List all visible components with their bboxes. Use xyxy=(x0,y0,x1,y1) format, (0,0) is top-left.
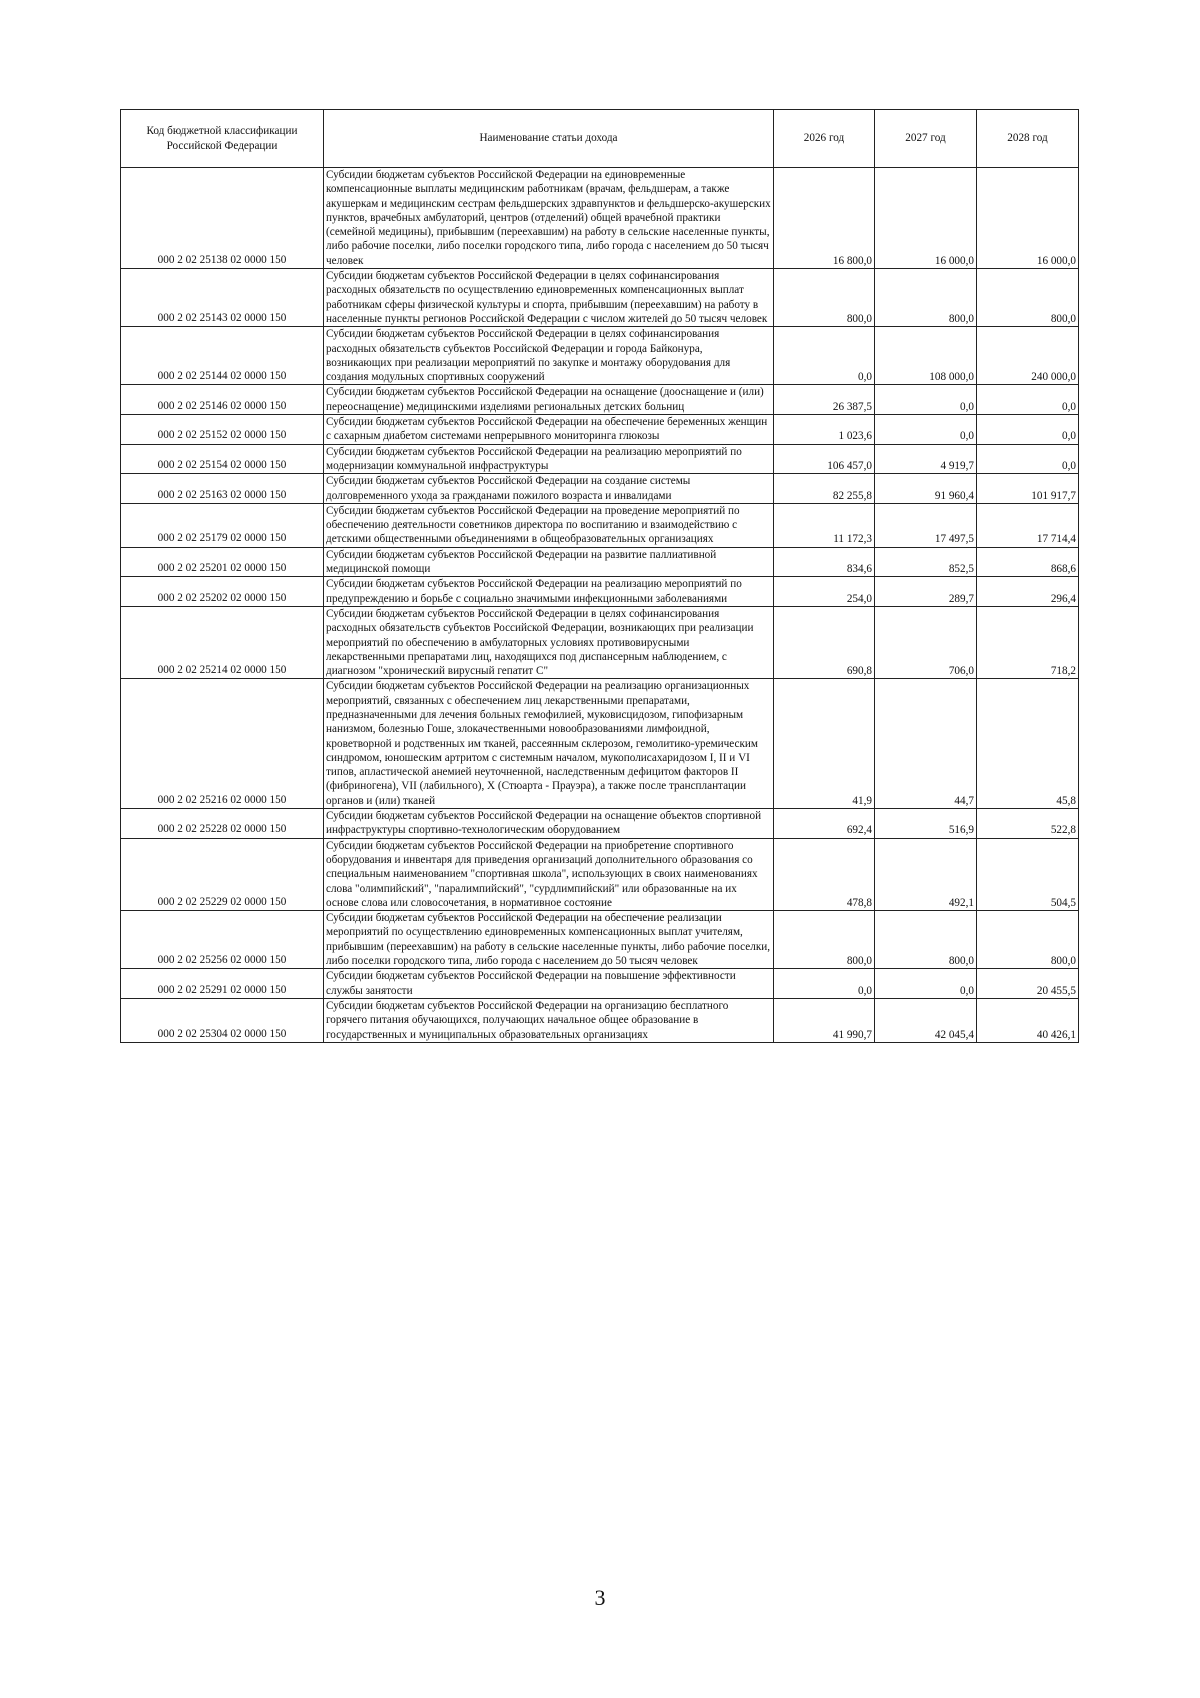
row-2027-cell: 0,0 xyxy=(875,969,977,999)
row-name-cell: Субсидии бюджетам субъектов Российской Федерации в целях софинансирования расходных обязательств по осуществлению единовременных компенсационных выплат работникам сферы физической культуры и спорта, прибывшим (переехавшим) на работу в населенные пункты регионов Российской Федерации с числом жителей до 50 тысяч человек xyxy=(324,269,774,327)
row-name-cell: Субсидии бюджетам субъектов Российской Федерации на оснащение (дооснащение и (или) переоснащение) медицинскими изделиями региональных детских больниц xyxy=(324,385,774,415)
row-2026-cell: 0,0 xyxy=(774,969,875,999)
header-2028: 2028 год xyxy=(977,110,1079,168)
row-2026-cell: 41 990,7 xyxy=(774,998,875,1042)
row-name-cell: Субсидии бюджетам субъектов Российской Федерации на развитие паллиативной медицинской помощи xyxy=(324,547,774,577)
table-row xyxy=(121,168,1079,269)
header-name: Наименование статьи дохода xyxy=(324,110,774,168)
row-name-cell: Субсидии бюджетам субъектов Российской Федерации на организацию бесплатного горячего питания обучающихся, получающих начальное общее образование в государственных и муниципальных образовательных организациях xyxy=(324,998,774,1042)
row-code-cell: 000 2 02 25138 02 0000 150 xyxy=(121,168,324,269)
row-code-cell: 000 2 02 25144 02 0000 150 xyxy=(121,327,324,385)
row-2028-cell: 718,2 xyxy=(977,606,1079,678)
row-2028-cell: 101 917,7 xyxy=(977,474,1079,504)
row-2027-cell: 852,5 xyxy=(875,547,977,577)
row-code-cell: 000 2 02 25152 02 0000 150 xyxy=(121,415,324,445)
row-2028-cell: 0,0 xyxy=(977,444,1079,474)
row-2026-cell: 692,4 xyxy=(774,809,875,839)
row-code-cell: 000 2 02 25214 02 0000 150 xyxy=(121,606,324,678)
row-2028-cell: 296,4 xyxy=(977,577,1079,607)
row-name-cell: Субсидии бюджетам субъектов Российской Федерации в целях софинансирования расходных обязательств субъектов Российской Федерации, возникающих при реализации мероприятий по обеспечению в амбулаторных условиях противовирусными лекарственными препаратами лиц, находящихся под диспансерным наблюдением, с диагнозом "хронический вирусный гепатит С" xyxy=(324,606,774,678)
table-row xyxy=(121,606,1079,678)
table-row xyxy=(121,444,1079,474)
row-code-cell: 000 2 02 25179 02 0000 150 xyxy=(121,503,324,547)
table-row xyxy=(121,809,1079,839)
row-2028-cell: 40 426,1 xyxy=(977,998,1079,1042)
row-code-cell: 000 2 02 25163 02 0000 150 xyxy=(121,474,324,504)
table-row xyxy=(121,327,1079,385)
row-2026-cell: 82 255,8 xyxy=(774,474,875,504)
table-row xyxy=(121,679,1079,809)
row-code-cell: 000 2 02 25146 02 0000 150 xyxy=(121,385,324,415)
row-2028-cell: 45,8 xyxy=(977,679,1079,809)
row-2026-cell: 690,8 xyxy=(774,606,875,678)
row-2027-cell: 44,7 xyxy=(875,679,977,809)
row-2028-cell: 800,0 xyxy=(977,269,1079,327)
table-row xyxy=(121,415,1079,445)
row-name-cell: Субсидии бюджетам субъектов Российской Федерации на обеспечение реализации мероприятий по осуществлению единовременных компенсационных выплат учителям, прибывшим (переехавшим) на работу в сельские населенные пункты, либо рабочие поселки, либо поселки городского типа, либо города с населением до 50 тысяч человек xyxy=(324,911,774,969)
row-2026-cell: 478,8 xyxy=(774,838,875,910)
table-row xyxy=(121,269,1079,327)
row-name-cell: Субсидии бюджетам субъектов Российской Федерации в целях софинансирования расходных обязательств субъектов Российской Федерации и города Байконура, возникающих при реализации мероприятий по закупке и монтажу оборудования для создания модульных спортивных сооружений xyxy=(324,327,774,385)
table-row xyxy=(121,547,1079,577)
row-name-cell: Субсидии бюджетам субъектов Российской Федерации на обеспечение беременных женщин с сахарным диабетом системами непрерывного мониторинга глюкозы xyxy=(324,415,774,445)
row-name-cell: Субсидии бюджетам субъектов Российской Федерации на реализацию мероприятий по предупреждению и борьбе с социально значимыми инфекционными заболеваниями xyxy=(324,577,774,607)
row-code-cell: 000 2 02 25229 02 0000 150 xyxy=(121,838,324,910)
row-name-cell: Субсидии бюджетам субъектов Российской Федерации на приобретение спортивного оборудования и инвентаря для приведения организаций дополнительного образования со специальным наименованием "спортивная школа", использующих в своих наименованиях слова "олимпийский", "паралимпийский", "сурдлимпийский" или образованные на их основе слова или словосочетания, в нормативное состояние xyxy=(324,838,774,910)
row-2028-cell: 16 000,0 xyxy=(977,168,1079,269)
table-row xyxy=(121,503,1079,547)
table-row xyxy=(121,474,1079,504)
row-2027-cell: 4 919,7 xyxy=(875,444,977,474)
row-2027-cell: 0,0 xyxy=(875,415,977,445)
header-2026: 2026 год xyxy=(774,110,875,168)
row-2027-cell: 108 000,0 xyxy=(875,327,977,385)
row-2028-cell: 17 714,4 xyxy=(977,503,1079,547)
row-2027-cell: 800,0 xyxy=(875,269,977,327)
row-2027-cell: 289,7 xyxy=(875,577,977,607)
row-code-cell: 000 2 02 25143 02 0000 150 xyxy=(121,269,324,327)
row-2028-cell: 868,6 xyxy=(977,547,1079,577)
row-2027-cell: 706,0 xyxy=(875,606,977,678)
row-code-cell: 000 2 02 25228 02 0000 150 xyxy=(121,809,324,839)
row-2027-cell: 16 000,0 xyxy=(875,168,977,269)
row-2027-cell: 0,0 xyxy=(875,385,977,415)
row-2027-cell: 17 497,5 xyxy=(875,503,977,547)
row-2026-cell: 106 457,0 xyxy=(774,444,875,474)
table-row xyxy=(121,969,1079,999)
row-name-cell: Субсидии бюджетам субъектов Российской Федерации на единовременные компенсационные выплаты медицинским работникам (врачам, фельдшерам, а также акушеркам и медицинским сестрам фельдшерских здравпунктов и фельдшерско-акушерских пунктов, врачебных амбулаторий, центров (отделений) общей врачебной практики (семейной медицины), прибывшим (переехавшим) на работу в сельские населенные пункты, либо рабочие поселки, либо поселки городского типа, либо города с населением до 50 тысяч человек xyxy=(324,168,774,269)
header-code: Код бюджетной классификации Российской Федерации xyxy=(121,110,324,168)
row-2026-cell: 16 800,0 xyxy=(774,168,875,269)
row-name-cell: Субсидии бюджетам субъектов Российской Федерации на реализацию мероприятий по модернизации коммунальной инфраструктуры xyxy=(324,444,774,474)
table-row xyxy=(121,911,1079,969)
row-name-cell: Субсидии бюджетам субъектов Российской Федерации на оснащение объектов спортивной инфраструктуры спортивно-технологическим оборудованием xyxy=(324,809,774,839)
page-number: 3 xyxy=(594,1585,606,1610)
row-code-cell: 000 2 02 25201 02 0000 150 xyxy=(121,547,324,577)
table-row xyxy=(121,577,1079,607)
row-2026-cell: 11 172,3 xyxy=(774,503,875,547)
row-2026-cell: 254,0 xyxy=(774,577,875,607)
row-2026-cell: 800,0 xyxy=(774,911,875,969)
row-2028-cell: 20 455,5 xyxy=(977,969,1079,999)
table-row xyxy=(121,998,1079,1042)
row-2028-cell: 0,0 xyxy=(977,415,1079,445)
row-code-cell: 000 2 02 25304 02 0000 150 xyxy=(121,998,324,1042)
table-body xyxy=(121,168,1079,1043)
table-row xyxy=(121,385,1079,415)
row-2028-cell: 522,8 xyxy=(977,809,1079,839)
row-2026-cell: 0,0 xyxy=(774,327,875,385)
row-code-cell: 000 2 02 25216 02 0000 150 xyxy=(121,679,324,809)
table-header-row xyxy=(121,110,1079,168)
row-2026-cell: 41,9 xyxy=(774,679,875,809)
row-2028-cell: 240 000,0 xyxy=(977,327,1079,385)
row-2026-cell: 26 387,5 xyxy=(774,385,875,415)
row-name-cell: Субсидии бюджетам субъектов Российской Федерации на проведение мероприятий по обеспечению деятельности советников директора по воспитанию и взаимодействию с детскими общественными объединениями в общеобразовательных организациях xyxy=(324,503,774,547)
row-name-cell: Субсидии бюджетам субъектов Российской Федерации на повышение эффективности службы занятости xyxy=(324,969,774,999)
row-2027-cell: 91 960,4 xyxy=(875,474,977,504)
row-2026-cell: 834,6 xyxy=(774,547,875,577)
row-code-cell: 000 2 02 25291 02 0000 150 xyxy=(121,969,324,999)
row-2028-cell: 504,5 xyxy=(977,838,1079,910)
row-2027-cell: 42 045,4 xyxy=(875,998,977,1042)
row-2028-cell: 800,0 xyxy=(977,911,1079,969)
row-code-cell: 000 2 02 25154 02 0000 150 xyxy=(121,444,324,474)
budget-revenue-table xyxy=(120,109,1079,1043)
row-code-cell: 000 2 02 25256 02 0000 150 xyxy=(121,911,324,969)
row-2028-cell: 0,0 xyxy=(977,385,1079,415)
table-row xyxy=(121,838,1079,910)
row-2027-cell: 492,1 xyxy=(875,838,977,910)
header-2027: 2027 год xyxy=(875,110,977,168)
row-name-cell: Субсидии бюджетам субъектов Российской Федерации на реализацию организационных мероприятий, связанных с обеспечением лиц лекарственными препаратами, предназначенными для лечения больных гемофилией, муковисцидозом, гипофизарным нанизмом, болезнью Гоше, злокачественными новообразованиями лимфоидной, кроветворной и родственных им тканей, рассеянным склерозом, гемолитико-уремическим синдромом, юношеским артритом с системным началом, мукополисахаридозом I, II и VI типов, апластической анемией неуточненной, наследственным дефицитом факторов II (фибриногена), VII (лабильного), X (Стюарта - Прауэра), а также после трансплантации органов и (или) тканей xyxy=(324,679,774,809)
row-name-cell: Субсидии бюджетам субъектов Российской Федерации на создание системы долговременного ухода за гражданами пожилого возраста и инвалидами xyxy=(324,474,774,504)
row-code-cell: 000 2 02 25202 02 0000 150 xyxy=(121,577,324,607)
row-2026-cell: 800,0 xyxy=(774,269,875,327)
row-2027-cell: 516,9 xyxy=(875,809,977,839)
row-2026-cell: 1 023,6 xyxy=(774,415,875,445)
row-2027-cell: 800,0 xyxy=(875,911,977,969)
